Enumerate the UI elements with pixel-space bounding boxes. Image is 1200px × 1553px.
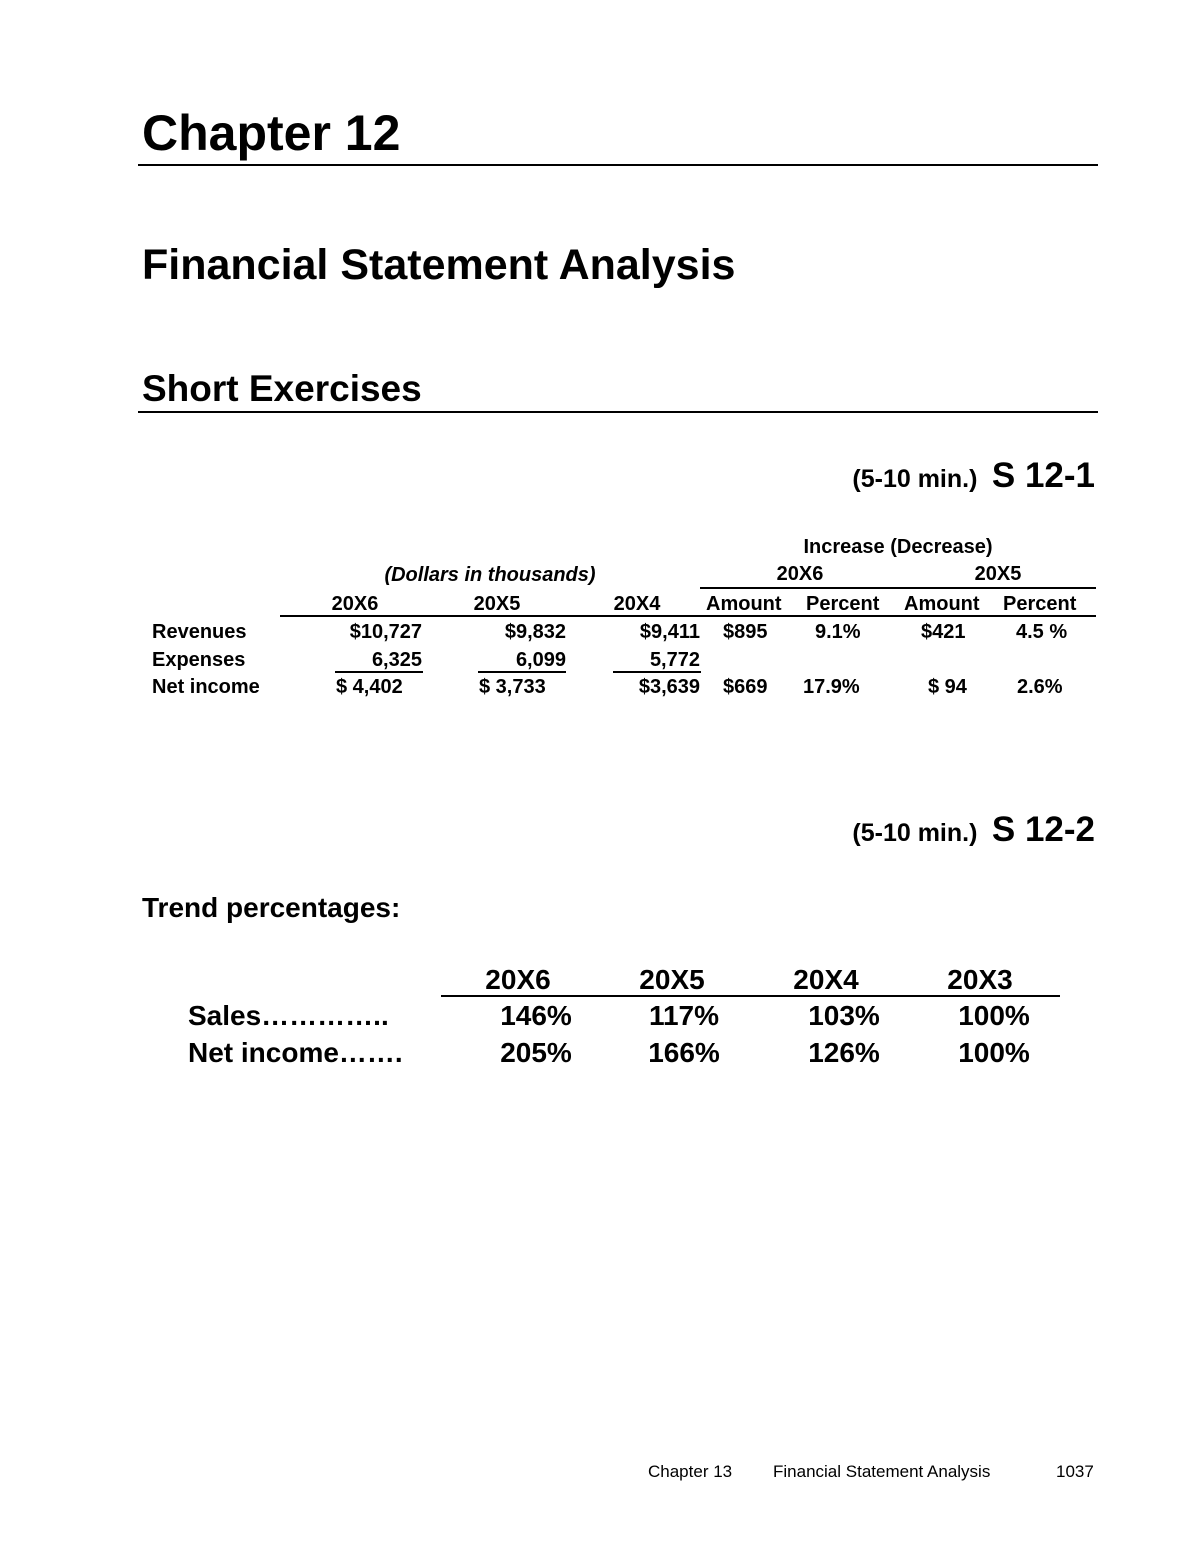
table-cell: 126% [808,1037,880,1068]
row-label: Net income [152,676,260,698]
column-header: Amount [904,593,980,615]
exercise-number: S 12-1 [991,456,1095,495]
table-cell: $ 4,402 [336,676,403,698]
section-title: Short Exercises [142,368,422,409]
exercise-number: S 12-2 [991,810,1095,849]
row-label: Sales………….. [188,1000,389,1031]
table-cell: $10,727 [349,621,422,643]
main-title: Financial Statement Analysis [142,241,736,289]
subtotal-rule [613,671,701,673]
table-cell: 117% [648,1000,720,1031]
column-header: 20X4 [613,593,661,615]
trend-heading: Trend percentages: [142,892,401,923]
table-cell: $ 3,733 [479,676,546,698]
page-number: 1037 [1056,1462,1094,1481]
table-cell: 100% [958,1000,1030,1031]
table-cell: 9.1% [815,621,861,643]
table-cell: $669 [723,676,768,698]
group-year-20x6: 20X6 [776,563,824,585]
chapter-title: Chapter 12 [142,105,401,161]
table-cell: 4.5 % [1016,621,1068,643]
row-label: Net income……. [188,1037,403,1068]
table-cell: 103% [808,1000,880,1031]
row-label: Expenses [152,649,246,671]
table-cell: $895 [723,621,768,643]
column-header: 20X6 [485,964,551,995]
table-cell: 6,099 [515,649,566,671]
group-year-20x5: 20X5 [974,563,1022,585]
table-cell: $421 [921,621,966,643]
table-cell: 17.9% [803,676,860,698]
increase-decrease-header: Increase (Decrease) [803,536,993,558]
dollars-note: (Dollars in thousands) [384,564,596,586]
table-cell: $9,411 [639,621,700,643]
table-cell: $ 94 [928,676,967,698]
footer-title: Financial Statement Analysis [773,1462,991,1481]
table-cell: $9,832 [504,621,566,643]
column-header: 20X5 [639,964,705,995]
subtotal-rule [335,671,423,673]
exercise-header-s12-1 [852,458,1095,493]
group-rule [700,587,1096,589]
row-label: Revenues [152,621,247,643]
chapter-rule [138,164,1098,166]
header-rule [280,615,1096,617]
table-cell: 5,772 [649,649,700,671]
column-header: Amount [706,593,782,615]
trend-header-rule [441,995,1060,997]
table-cell: 100% [958,1037,1030,1068]
footer-chapter: Chapter 13 [648,1462,733,1481]
table-cell: 205% [500,1037,572,1068]
column-header: 20X6 [331,593,379,615]
exercise-time: (5-10 min.) [852,819,978,847]
table-cell: 166% [648,1037,720,1068]
table-cell: 146% [500,1000,572,1031]
column-header: 20X5 [473,593,521,615]
column-header: Percent [806,593,880,615]
exercise-time: (5-10 min.) [852,465,978,493]
section-rule [138,411,1098,413]
column-header: 20X3 [947,964,1013,995]
subtotal-rule [478,671,566,673]
column-header: 20X4 [793,964,859,995]
table-cell: 6,325 [371,649,422,671]
column-header: Percent [1003,593,1077,615]
exercise-header-s12-2 [852,812,1095,847]
table-cell: 2.6% [1017,676,1063,698]
table-cell: $3,639 [638,676,700,698]
